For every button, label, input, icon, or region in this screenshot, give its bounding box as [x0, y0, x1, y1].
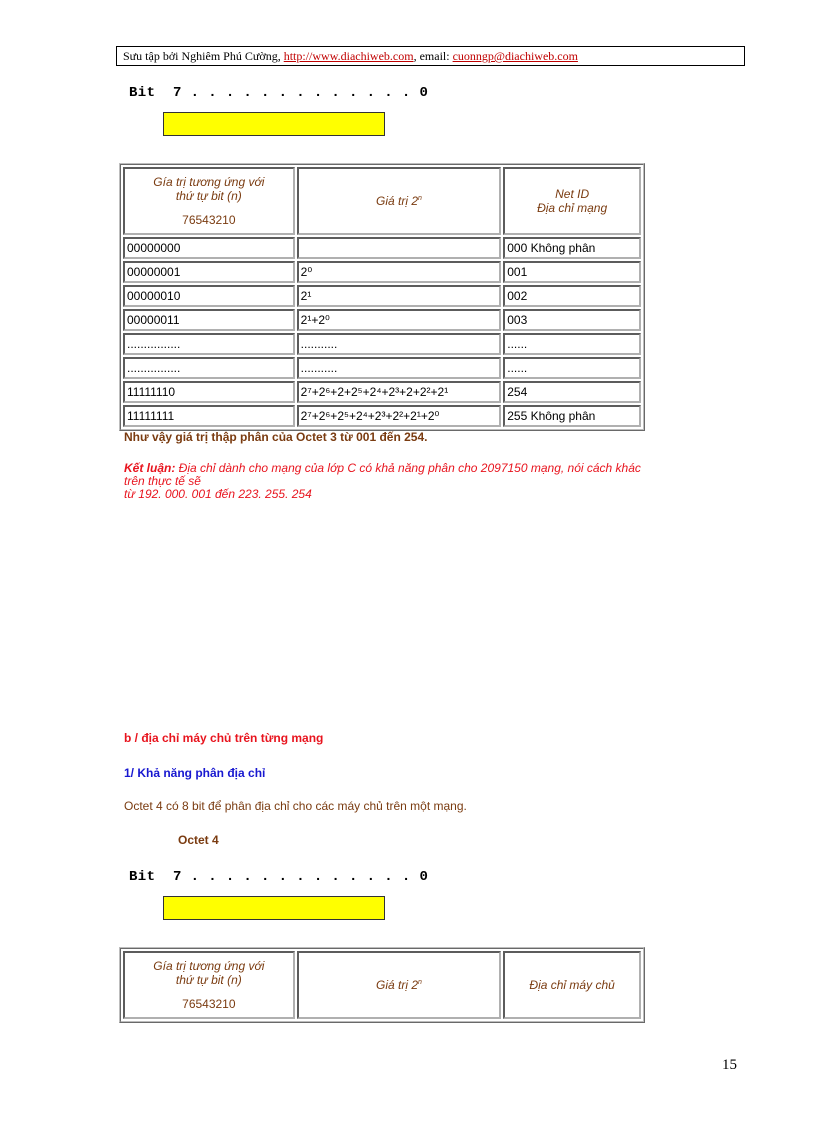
conclusion-paragraph: Kết luận: Địa chỉ dành cho mạng của lớp C có khả năng phân cho 2097150 mạng, nói cách khác trên thực tế sẽ từ 192. 000. 001 đến 223. 255. 254: [124, 461, 641, 501]
header-host-address: Địa chỉ máy chủ: [503, 951, 641, 1019]
header-net-id: Net ID Địa chỉ mạng: [503, 167, 641, 235]
table-row: 00000000 000 Không phân: [123, 237, 641, 259]
page-header: [116, 46, 745, 66]
table-header-row: [123, 951, 641, 1019]
bit-range-label-1: Bit 7 . . . . . . . . . . . . . 0: [129, 85, 429, 101]
subsection-heading-1: 1/ Khả năng phân địa chỉ: [124, 766, 266, 780]
header-url-link[interactable]: http://www.diachiweb.com: [283, 49, 414, 63]
conclusion-label: Kết luận:: [124, 461, 176, 475]
table-row: 11111111 2⁷+2⁶+2⁵+2⁴+2³+2²+2¹+2⁰ 255 Không phân: [123, 405, 641, 427]
octet4-value-table: [119, 947, 645, 1023]
header-credit: Sưu tập bởi Nghiêm Phú Cường,: [123, 49, 284, 63]
bit-range-label-2: Bit 7 . . . . . . . . . . . . . 0: [129, 869, 429, 885]
table-header-row: [123, 167, 641, 235]
header-bit-order: Gía trị tương ứng với thứ tự bit (n) 76543210: [123, 167, 295, 235]
octet3-value-table: [119, 163, 645, 431]
table-row: 11111110 2⁷+2⁶+2+2⁵+2⁴+2³+2+2²+2¹ 254: [123, 381, 641, 403]
table-row: 00000011 2¹+2⁰ 003: [123, 309, 641, 331]
octet3-highlight-bar: [163, 112, 385, 136]
page-number: 15: [722, 1057, 737, 1073]
octet4-description: Octet 4 có 8 bit để phân địa chỉ cho các máy chủ trên một mạng.: [124, 799, 467, 813]
table-row: ................ ........... ......: [123, 357, 641, 379]
octet3-summary: Như vậy giá trị thập phân của Octet 3 từ 001 đến 254.: [124, 430, 428, 444]
table-row: 00000010 2¹ 002: [123, 285, 641, 307]
header-email-label: , email:: [413, 49, 453, 63]
octet4-highlight-bar: [163, 896, 385, 920]
table-row: 00000001 2⁰ 001: [123, 261, 641, 283]
octet4-label: Octet 4: [178, 833, 219, 847]
header-power-value: Giá trị 2$^n$: [297, 167, 502, 235]
header-bit-order: Gía trị tương ứng với thứ tự bit (n) 76543210: [123, 951, 295, 1019]
header-email-link[interactable]: cuonngp@diachiweb.com: [452, 49, 578, 63]
header-power-value: Giá trị 2$^n$: [297, 951, 502, 1019]
section-heading-b: b / địa chỉ máy chủ trên từng mạng: [124, 731, 324, 745]
table-row: ................ ........... ......: [123, 333, 641, 355]
